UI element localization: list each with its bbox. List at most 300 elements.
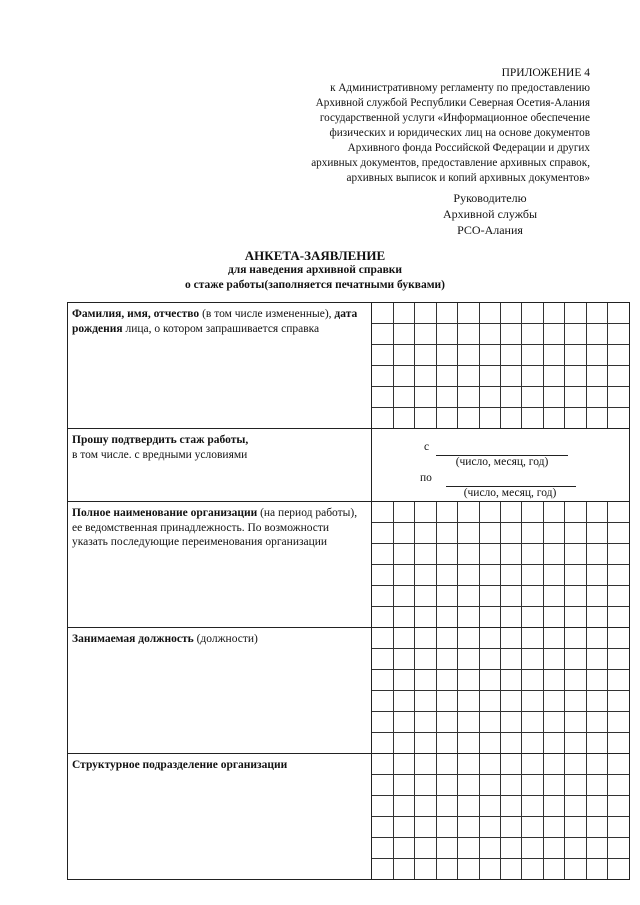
letter-cell[interactable] (372, 712, 393, 733)
letter-cell[interactable] (565, 691, 586, 712)
letter-cell[interactable] (586, 387, 607, 408)
letter-cell[interactable] (500, 366, 521, 387)
letter-cell[interactable] (522, 775, 543, 796)
letter-cell[interactable] (607, 733, 629, 754)
letter-cell[interactable] (565, 586, 586, 607)
letter-cell[interactable] (586, 775, 607, 796)
letter-cell[interactable] (565, 345, 586, 366)
letter-cell[interactable] (543, 303, 564, 324)
letter-cell[interactable] (372, 502, 393, 523)
letter-cell[interactable] (479, 796, 500, 817)
letter-cell[interactable] (393, 712, 414, 733)
letter-cell[interactable] (586, 324, 607, 345)
letter-cell[interactable] (372, 607, 393, 628)
letter-cell[interactable] (436, 345, 457, 366)
letter-cell[interactable] (500, 796, 521, 817)
letter-cell[interactable] (500, 345, 521, 366)
letter-cell[interactable] (607, 607, 629, 628)
letter-cell[interactable] (522, 366, 543, 387)
letter-cell[interactable] (586, 607, 607, 628)
letter-cell[interactable] (479, 586, 500, 607)
letter-cell[interactable] (543, 502, 564, 523)
letter-cell[interactable] (607, 796, 629, 817)
letter-cell[interactable] (586, 628, 607, 649)
letter-cell[interactable] (479, 345, 500, 366)
position-letter-grid[interactable] (372, 628, 630, 754)
letter-cell[interactable] (522, 754, 543, 775)
letter-cell[interactable] (543, 324, 564, 345)
letter-cell[interactable] (479, 607, 500, 628)
letter-cell[interactable] (479, 523, 500, 544)
letter-cell[interactable] (500, 775, 521, 796)
letter-cell[interactable] (372, 691, 393, 712)
letter-cell[interactable] (607, 324, 629, 345)
letter-cell[interactable] (372, 303, 393, 324)
letter-cell[interactable] (565, 523, 586, 544)
letter-cell[interactable] (458, 523, 479, 544)
letter-cell[interactable] (479, 628, 500, 649)
letter-cell[interactable] (565, 754, 586, 775)
letter-cell[interactable] (393, 691, 414, 712)
letter-cell[interactable] (479, 649, 500, 670)
letter-cell[interactable] (522, 345, 543, 366)
letter-cell[interactable] (436, 544, 457, 565)
letter-cell[interactable] (500, 324, 521, 345)
row-division (68, 754, 630, 880)
letter-cell[interactable] (415, 649, 436, 670)
letter-cell[interactable] (565, 712, 586, 733)
letter-cell[interactable] (436, 565, 457, 586)
letter-cell[interactable] (607, 303, 629, 324)
letter-cell[interactable] (565, 502, 586, 523)
letter-cell[interactable] (415, 586, 436, 607)
letter-cell[interactable] (543, 345, 564, 366)
letter-cell[interactable] (522, 859, 543, 880)
letter-cell[interactable] (586, 649, 607, 670)
letter-cell[interactable] (586, 565, 607, 586)
letter-cell[interactable] (565, 733, 586, 754)
letter-cell[interactable] (543, 628, 564, 649)
letter-cell[interactable] (607, 754, 629, 775)
letter-cell[interactable] (607, 628, 629, 649)
letter-cell[interactable] (522, 502, 543, 523)
letter-cell[interactable] (436, 387, 457, 408)
letter-cell[interactable] (415, 670, 436, 691)
letter-cell[interactable] (586, 838, 607, 859)
letter-cell[interactable] (500, 544, 521, 565)
letter-cell[interactable] (607, 544, 629, 565)
letter-cell[interactable] (415, 712, 436, 733)
letter-cell[interactable] (565, 838, 586, 859)
letter-cell[interactable] (393, 565, 414, 586)
letter-cell[interactable] (436, 670, 457, 691)
letter-cell[interactable] (458, 628, 479, 649)
letter-cell[interactable] (500, 838, 521, 859)
letter-cell[interactable] (436, 754, 457, 775)
letter-cell[interactable] (415, 502, 436, 523)
letter-cell[interactable] (522, 733, 543, 754)
letter-cell[interactable] (607, 712, 629, 733)
letter-cell[interactable] (479, 691, 500, 712)
letter-cell[interactable] (458, 838, 479, 859)
letter-cell[interactable] (415, 324, 436, 345)
letter-cell[interactable] (372, 817, 393, 838)
letter-cell[interactable] (565, 408, 586, 429)
letter-cell[interactable] (522, 387, 543, 408)
letter-cell[interactable] (565, 565, 586, 586)
letter-cells[interactable] (372, 303, 629, 428)
letter-cell[interactable] (458, 670, 479, 691)
letter-cell[interactable] (565, 775, 586, 796)
letter-cell[interactable] (393, 366, 414, 387)
letter-cell[interactable] (372, 586, 393, 607)
letter-cell[interactable] (479, 408, 500, 429)
letter-cell[interactable] (607, 691, 629, 712)
letter-cell[interactable] (522, 586, 543, 607)
letter-cell[interactable] (522, 628, 543, 649)
letter-cell[interactable] (479, 712, 500, 733)
letter-cell[interactable] (522, 303, 543, 324)
fio-letter-grid[interactable] (372, 303, 630, 429)
letter-cell[interactable] (543, 408, 564, 429)
period-dates (372, 429, 630, 502)
letter-cell[interactable] (565, 324, 586, 345)
letter-cell[interactable] (500, 754, 521, 775)
letter-cell[interactable] (393, 408, 414, 429)
letter-cell[interactable] (500, 586, 521, 607)
letter-cell[interactable] (479, 324, 500, 345)
letter-cell[interactable] (543, 817, 564, 838)
letter-cell[interactable] (543, 565, 564, 586)
letter-cell[interactable] (415, 775, 436, 796)
letter-cell[interactable] (458, 796, 479, 817)
letter-cell[interactable] (458, 649, 479, 670)
letter-cell[interactable] (586, 712, 607, 733)
letter-cell[interactable] (415, 303, 436, 324)
letter-cell[interactable] (586, 408, 607, 429)
letter-cell[interactable] (522, 838, 543, 859)
letter-cell[interactable] (436, 628, 457, 649)
letter-cell[interactable] (565, 817, 586, 838)
letter-cell[interactable] (372, 324, 393, 345)
letter-cell[interactable] (565, 796, 586, 817)
letter-cell[interactable] (607, 775, 629, 796)
letter-cell[interactable] (458, 366, 479, 387)
letter-cell[interactable] (522, 544, 543, 565)
letter-cell[interactable] (500, 607, 521, 628)
letter-cell[interactable] (522, 691, 543, 712)
letter-cell[interactable] (500, 733, 521, 754)
letter-cell[interactable] (543, 775, 564, 796)
letter-cell[interactable] (522, 408, 543, 429)
letter-cell[interactable] (607, 565, 629, 586)
letter-cell[interactable] (500, 502, 521, 523)
letter-cell[interactable] (415, 544, 436, 565)
letter-cell[interactable] (607, 670, 629, 691)
letter-cell[interactable] (372, 408, 393, 429)
letter-cell[interactable] (522, 607, 543, 628)
letter-cell[interactable] (393, 859, 414, 880)
letter-cell[interactable] (543, 670, 564, 691)
letter-cell[interactable] (415, 565, 436, 586)
letter-cell[interactable] (415, 754, 436, 775)
letter-cell[interactable] (543, 544, 564, 565)
letter-cell[interactable] (543, 387, 564, 408)
letter-cell[interactable] (372, 565, 393, 586)
letter-cell[interactable] (586, 796, 607, 817)
letter-cell[interactable] (415, 859, 436, 880)
letter-cell[interactable] (522, 324, 543, 345)
letter-cell[interactable] (415, 628, 436, 649)
letter-cell[interactable] (522, 712, 543, 733)
letter-cell[interactable] (436, 523, 457, 544)
letter-cell[interactable] (586, 670, 607, 691)
letter-cell[interactable] (586, 523, 607, 544)
letter-cell[interactable] (522, 817, 543, 838)
letter-cell[interactable] (393, 303, 414, 324)
letter-cells[interactable] (372, 628, 629, 753)
letter-cell[interactable] (565, 859, 586, 880)
letter-cell[interactable] (372, 628, 393, 649)
letter-cell[interactable] (565, 649, 586, 670)
letter-cell[interactable] (500, 649, 521, 670)
letter-cell[interactable] (436, 607, 457, 628)
letter-cell[interactable] (393, 754, 414, 775)
letter-cell[interactable] (607, 838, 629, 859)
letter-cell[interactable] (372, 649, 393, 670)
letter-cell[interactable] (586, 817, 607, 838)
letter-cell[interactable] (415, 408, 436, 429)
letter-cell[interactable] (393, 838, 414, 859)
letter-cell[interactable] (436, 586, 457, 607)
letter-cell[interactable] (458, 586, 479, 607)
letter-cell[interactable] (479, 366, 500, 387)
letter-cell[interactable] (393, 796, 414, 817)
letter-cell[interactable] (393, 607, 414, 628)
letter-cell[interactable] (372, 345, 393, 366)
letter-cell[interactable] (393, 544, 414, 565)
letter-cell[interactable] (393, 324, 414, 345)
letter-cell[interactable] (565, 544, 586, 565)
letter-cell[interactable] (522, 649, 543, 670)
letter-cell[interactable] (415, 345, 436, 366)
letter-cell[interactable] (500, 565, 521, 586)
letter-cell[interactable] (543, 796, 564, 817)
letter-cell[interactable] (458, 691, 479, 712)
letter-cell[interactable] (565, 607, 586, 628)
letter-cell[interactable] (458, 303, 479, 324)
letter-cell[interactable] (415, 607, 436, 628)
letter-cell[interactable] (607, 387, 629, 408)
letter-cell[interactable] (415, 817, 436, 838)
letter-cell[interactable] (607, 523, 629, 544)
letter-cell[interactable] (586, 303, 607, 324)
letter-cell[interactable] (436, 324, 457, 345)
letter-cell[interactable] (436, 733, 457, 754)
letter-cell[interactable] (415, 733, 436, 754)
letter-cell[interactable] (607, 649, 629, 670)
letter-cell[interactable] (436, 775, 457, 796)
letter-cell[interactable] (500, 691, 521, 712)
letter-cell[interactable] (458, 502, 479, 523)
letter-cell[interactable] (479, 775, 500, 796)
letter-cell[interactable] (458, 733, 479, 754)
letter-cell[interactable] (607, 586, 629, 607)
letter-cell[interactable] (500, 670, 521, 691)
letter-cell[interactable] (393, 733, 414, 754)
letter-cell[interactable] (543, 712, 564, 733)
letter-cell[interactable] (500, 712, 521, 733)
letter-cell[interactable] (500, 387, 521, 408)
letter-cell[interactable] (458, 345, 479, 366)
letter-cell[interactable] (372, 670, 393, 691)
letter-cell[interactable] (458, 565, 479, 586)
letter-cell[interactable] (393, 628, 414, 649)
letter-cell[interactable] (479, 303, 500, 324)
letter-cell[interactable] (372, 387, 393, 408)
letter-cell[interactable] (436, 838, 457, 859)
letter-cell[interactable] (372, 859, 393, 880)
letter-cell[interactable] (393, 387, 414, 408)
appendix-line: Архивной службой Республики Северная Осетия-Алания (315, 97, 590, 109)
letter-cell[interactable] (543, 691, 564, 712)
letter-cell[interactable] (415, 796, 436, 817)
letter-cell[interactable] (522, 523, 543, 544)
letter-cell[interactable] (522, 670, 543, 691)
letter-cell[interactable] (543, 366, 564, 387)
letter-cell[interactable] (436, 303, 457, 324)
letter-cell[interactable] (458, 859, 479, 880)
letter-cell[interactable] (500, 523, 521, 544)
letter-cell[interactable] (522, 565, 543, 586)
letter-cell[interactable] (586, 544, 607, 565)
letter-cell[interactable] (586, 502, 607, 523)
letter-cell[interactable] (415, 691, 436, 712)
letter-cell[interactable] (458, 712, 479, 733)
letter-cell[interactable] (458, 817, 479, 838)
letter-cell[interactable] (372, 523, 393, 544)
letter-cell[interactable] (607, 366, 629, 387)
letter-cell[interactable] (436, 691, 457, 712)
letter-cell[interactable] (393, 670, 414, 691)
letter-cell[interactable] (565, 366, 586, 387)
letter-cell[interactable] (458, 408, 479, 429)
letter-cell[interactable] (436, 859, 457, 880)
letter-cell[interactable] (436, 712, 457, 733)
letter-cell[interactable] (586, 691, 607, 712)
letter-cell[interactable] (479, 670, 500, 691)
letter-cell[interactable] (543, 859, 564, 880)
letter-cell[interactable] (522, 796, 543, 817)
letter-cell[interactable] (565, 670, 586, 691)
letter-cell[interactable] (543, 754, 564, 775)
letter-cell[interactable] (436, 649, 457, 670)
letter-cell[interactable] (479, 565, 500, 586)
letter-cell[interactable] (565, 303, 586, 324)
letter-cell[interactable] (607, 345, 629, 366)
letter-cell[interactable] (543, 733, 564, 754)
letter-cell[interactable] (393, 649, 414, 670)
letter-cell[interactable] (479, 817, 500, 838)
letter-cell[interactable] (372, 838, 393, 859)
letter-cell[interactable] (586, 754, 607, 775)
letter-cell[interactable] (436, 366, 457, 387)
letter-cell[interactable] (500, 859, 521, 880)
letter-cell[interactable] (543, 523, 564, 544)
letter-cell[interactable] (565, 628, 586, 649)
letter-cell[interactable] (607, 859, 629, 880)
letter-cell[interactable] (415, 366, 436, 387)
letter-cell[interactable] (372, 733, 393, 754)
letter-cell[interactable] (500, 408, 521, 429)
letter-cell[interactable] (586, 733, 607, 754)
letter-cell[interactable] (500, 628, 521, 649)
letter-cell[interactable] (479, 502, 500, 523)
letter-cell[interactable] (458, 775, 479, 796)
letter-cell[interactable] (565, 387, 586, 408)
letter-cell[interactable] (458, 324, 479, 345)
division-letter-grid[interactable] (372, 754, 630, 880)
letter-cell[interactable] (607, 408, 629, 429)
letter-cell[interactable] (372, 754, 393, 775)
letter-cell[interactable] (458, 607, 479, 628)
letter-cell[interactable] (479, 544, 500, 565)
letter-cell[interactable] (458, 387, 479, 408)
letter-cells[interactable] (372, 502, 629, 627)
letter-cell[interactable] (415, 523, 436, 544)
letter-cell[interactable] (543, 586, 564, 607)
letter-cell[interactable] (543, 607, 564, 628)
letter-cell[interactable] (415, 387, 436, 408)
letter-cell[interactable] (393, 586, 414, 607)
letter-cell[interactable] (479, 754, 500, 775)
letter-cell[interactable] (393, 345, 414, 366)
letter-cell[interactable] (436, 796, 457, 817)
letter-cell[interactable] (372, 775, 393, 796)
letter-cell[interactable] (372, 544, 393, 565)
letter-cell[interactable] (436, 502, 457, 523)
letter-cell[interactable] (415, 838, 436, 859)
letter-cell[interactable] (607, 502, 629, 523)
letter-cell[interactable] (479, 859, 500, 880)
letter-cell[interactable] (458, 754, 479, 775)
letter-cell[interactable] (393, 817, 414, 838)
letter-cell[interactable] (393, 523, 414, 544)
letter-cell[interactable] (479, 733, 500, 754)
letter-cell[interactable] (458, 544, 479, 565)
letter-cell[interactable] (372, 366, 393, 387)
letter-cell[interactable] (500, 817, 521, 838)
letter-cell[interactable] (479, 387, 500, 408)
organization-letter-grid[interactable] (372, 502, 630, 628)
letter-cells[interactable] (372, 754, 629, 879)
letter-cell[interactable] (586, 366, 607, 387)
letter-cell[interactable] (372, 796, 393, 817)
letter-cell[interactable] (586, 345, 607, 366)
letter-cell[interactable] (543, 649, 564, 670)
letter-cell[interactable] (500, 303, 521, 324)
letter-cell[interactable] (586, 859, 607, 880)
letter-cell[interactable] (393, 775, 414, 796)
letter-cell[interactable] (393, 502, 414, 523)
letter-cell[interactable] (479, 838, 500, 859)
letter-cell[interactable] (586, 586, 607, 607)
letter-cell[interactable] (543, 838, 564, 859)
letter-cell[interactable] (607, 817, 629, 838)
letter-cell[interactable] (436, 408, 457, 429)
row-organization (68, 502, 630, 628)
letter-cell[interactable] (436, 817, 457, 838)
